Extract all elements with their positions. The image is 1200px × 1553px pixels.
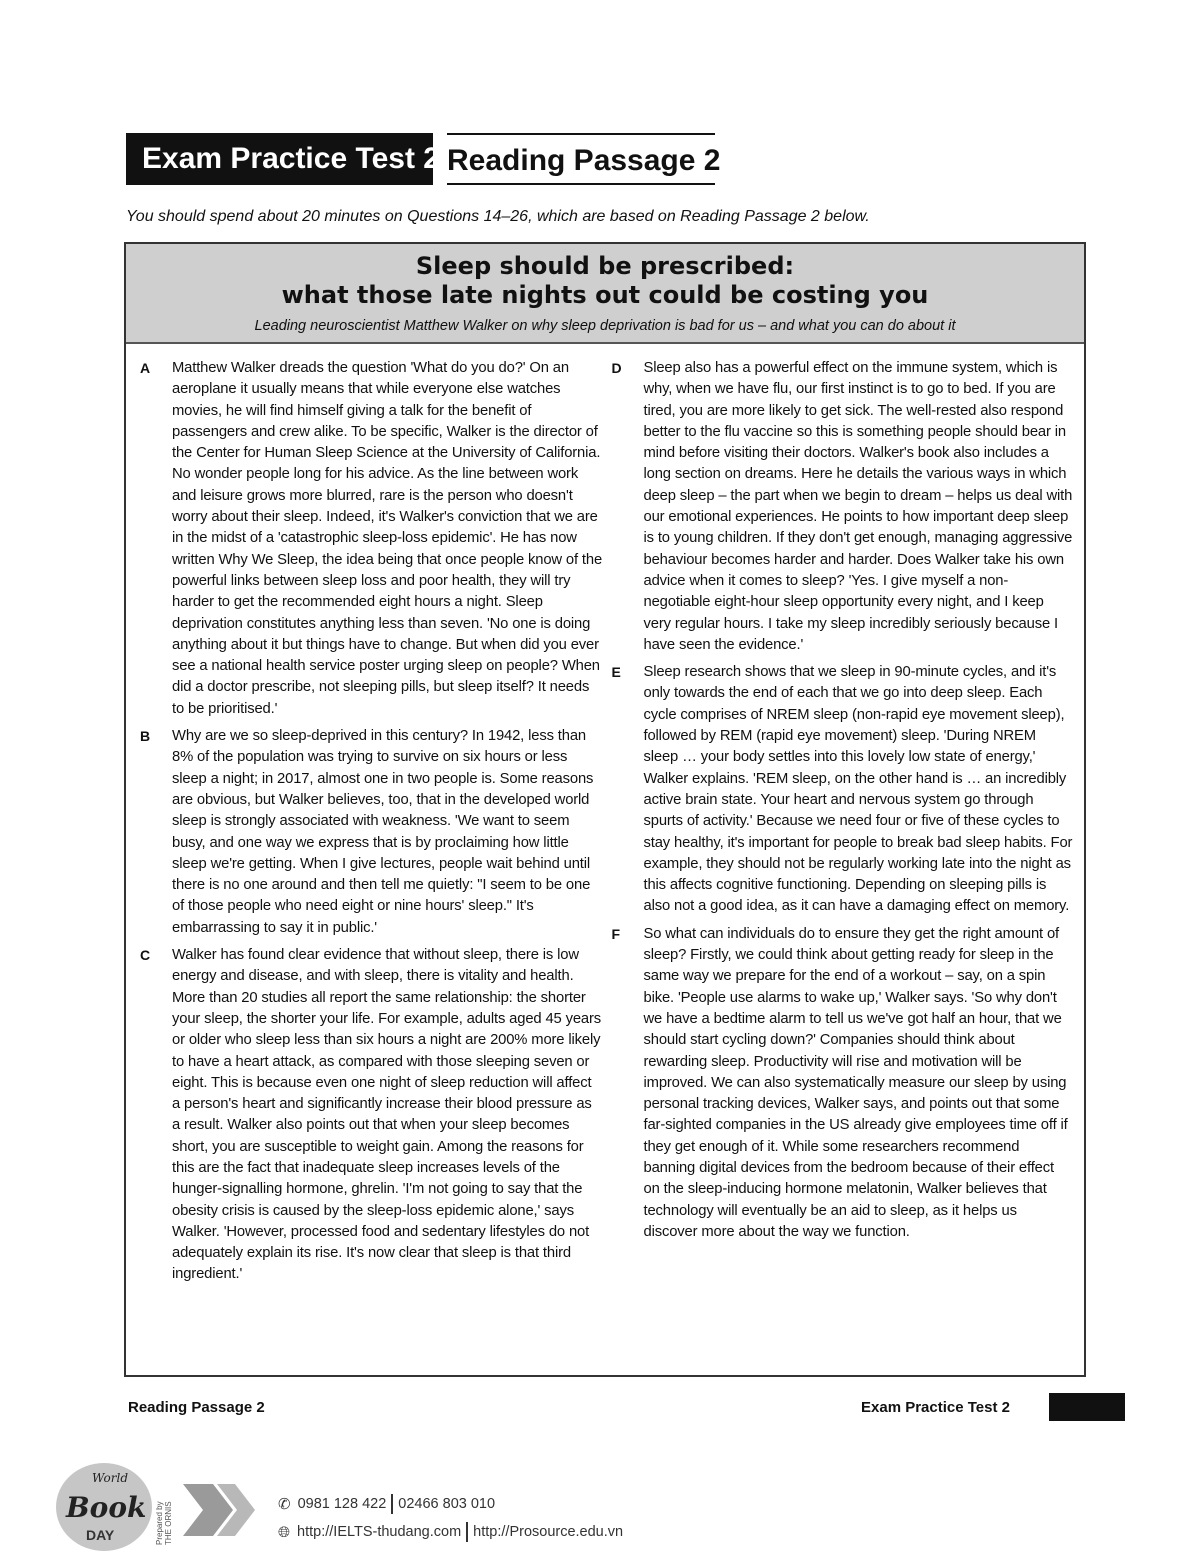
article-subtitle: Leading neuroscientist Matthew Walker on why sleep deprivation is bad for us – and what you can do about it	[254, 318, 956, 334]
website-link-2[interactable]: http://Prosource.edu.vn	[473, 1524, 624, 1540]
right-column	[612, 358, 1075, 1292]
page-header	[126, 133, 721, 185]
paragraph-text: Sleep also has a powerful effect on the immune system, which is why, when we have flu, our first instinct is to go to bed. If you are tired, you are more likely to get sick. The well-rested also respond better to the flu vaccine so this is something people should bear in mind before visiting their doctors. Walker's book also includes a long section on dreams. Here he details the various ways in which deep sleep – the part when we begin to dream – helps us deal with our emotional experiences. He points to how important deep sleep is to young children. If they don't get enough, managing aggressive behaviour becomes harder and harder. Does Walker take his own advice when it comes to sleep? 'Yes. I give myself a non-negotiable eight-hour sleep opportunity every night, and I keep very regular hours. I take my sleep incredibly seriously because I have seen the evidence.'	[643, 360, 1073, 653]
page-number-box	[1049, 1393, 1125, 1421]
paragraph-letter: E	[611, 664, 621, 681]
test-label: Exam Practice Test 2	[126, 133, 433, 185]
globe-icon: 🌐︎	[278, 1523, 291, 1541]
paragraph-text: Sleep research shows that we sleep in 90-minute cycles, and it's only towards the end of each that we go into deep sleep. Each cycle comprises of NREM sleep (non-rapid eye movement sleep), followed by REM (rapid eye movement) sleep. 'During NREM sleep … your body settles into this lovely low state of energy,' Walker explains. 'REM sleep, on the other hand is … an incredibly active brain state. Your heart and nervous system go through spurts of activity.' Because we need four or five of these cycles to stay healthy, it's important for people to break bad sleep habits. For example, they should not be regularly working late into the night as this affects cognitive functioning. Depending on sleeping pills is also not a good idea, as it can have a damaging effect on memory.	[643, 664, 1073, 915]
article-columns	[140, 358, 1074, 1292]
phone-line	[278, 1494, 495, 1514]
prepared-by-text: Prepared by THE ORNIS	[155, 1501, 173, 1545]
footer-right-label: Exam Practice Test 2	[861, 1399, 1010, 1416]
left-column	[140, 358, 603, 1292]
paragraph-letter: C	[140, 947, 150, 964]
divider	[391, 1494, 393, 1514]
passage-label: Reading Passage 2	[447, 133, 715, 185]
paragraph-a	[140, 358, 603, 720]
title-band	[126, 244, 1084, 344]
paragraph-letter: A	[140, 360, 150, 376]
chevron-arrows-icon	[183, 1480, 273, 1540]
paragraph-letter: F	[611, 925, 620, 942]
website-line	[278, 1522, 623, 1542]
phone-2[interactable]: 02466 803 010	[398, 1496, 496, 1512]
paragraph-text: So what can individuals do to ensure they get the right amount of sleep? Firstly, we could think about getting ready for sleep in the same way we prepare for the end of a workout – say, on a spin bike. 'People use alarms to wake up,' Walker says. 'So why don't we have a bedtime alarm to tell us we've got half an hour, that we should start cycling down?' Companies should think about rewarding sleep. Productivity will rise and motivation will be improved. We can also systematically measure our sleep by using personal tracking devices, Walker says, and points out that some far-sighted companies in the US already give employees time off if they get enough of it. While some researchers recommend banning digital devices from the bedroom because of their effect on the sleep-inducing hormone melatonin, Walker believes that technology will eventually be an aid to sleep, as it helps us discover more about the way we function.	[643, 925, 1068, 1240]
logo-main-text: Book	[66, 1491, 147, 1524]
paragraph-letter: B	[140, 728, 150, 745]
passage-box	[124, 242, 1086, 1377]
article-title-line-2: what those late nights out could be costing you	[281, 281, 929, 309]
footer-left-label: Reading Passage 2	[128, 1399, 265, 1416]
article-title-line-1: Sleep should be prescribed:	[415, 252, 795, 280]
paragraph-text: Why are we so sleep-deprived in this century? In 1942, less than 8% of the population was trying to survive on six hours or less sleep a night; in 2017, almost one in two people is. Some reasons are obvious, but Walker believes, too, that in the developed world sleep is strongly associated with weakness. 'We want to seem busy, and one way we express that is by proclaiming how little sleep we're getting. When I give lectures, people wait behind until there is no one around and then tell me quietly: "I seem to be one of those people who need eight or nine hours' sleep." It's embarrassing to say it in public.'	[172, 728, 594, 936]
instruction-text: You should spend about 20 minutes on Questions 14–26, which are based on Reading Passage 2 below.	[126, 208, 870, 225]
paragraph-text: Matthew Walker dreads the question 'What do you do?' On an aeroplane it usually means that while everyone else watches movies, he will find himself giving a talk for the benefit of passengers and crew alike. To be specific, Walker is the director of the Center for Human Sleep Science at the University of California. No wonder people long for his advice. As the line between work and leisure grows more blurred, rare is the person who doesn't worry about their sleep. Indeed, it's Walker's conviction that we are in the midst of a 'catastrophic sleep-loss epidemic'. He has now written Why We Sleep, the idea being that once people know of the powerful links between sleep loss and poor health, they will try harder to get the recommended eight hours a night. Sleep deprivation constitutes anything less than seven. 'No one is doing anything about it but things have to change. But when did you ever see a national health service poster urging sleep on people? When did a doctor prescribe, not sleeping pills, but sleep itself? It needs to be prioritised.'	[172, 360, 603, 717]
paragraph-letter: D	[611, 360, 622, 376]
logo-bottom-text: DAY	[86, 1527, 115, 1543]
paragraph-d	[612, 358, 1075, 656]
phone-icon: ✆	[278, 1496, 291, 1513]
website-link-1[interactable]: http://IELTS-thudang.com	[297, 1524, 462, 1540]
phone-1[interactable]: 0981 128 422	[297, 1496, 387, 1512]
world-book-day-logo	[56, 1463, 152, 1551]
paragraph-c	[140, 945, 603, 1286]
paragraph-text: Walker has found clear evidence that without sleep, there is low energy and disease, and with sleep, there is vitality and health. More than 20 studies all report the same relationship: the shorter your sleep, the shorter your life. For example, adults aged 45 years or older who sleep less than six hours a night are 200% more likely to have a heart attack, as compared with those sleeping seven or eight. This is because even one night of sleep reduction will affect a person's heart and significantly increase their blood pressure as a result. Walker also points out that when your sleep becomes short, you are susceptible to weight gain. Among the reasons for this are the fact that inadequate sleep increases levels of the hunger-signalling hormone, ghrelin. 'I'm not going to say that the obesity crisis is caused by the sleep-loss epidemic alone,' says Walker. 'However, processed food and sedentary lifestyles do not adequately explain its rise. It's now clear that sleep is that third ingredient.'	[172, 947, 602, 1283]
logo-top-text: World	[92, 1471, 128, 1485]
paragraph-e	[612, 662, 1075, 918]
paragraph-b	[140, 726, 603, 939]
paragraph-f	[612, 924, 1075, 1243]
divider	[466, 1522, 468, 1542]
